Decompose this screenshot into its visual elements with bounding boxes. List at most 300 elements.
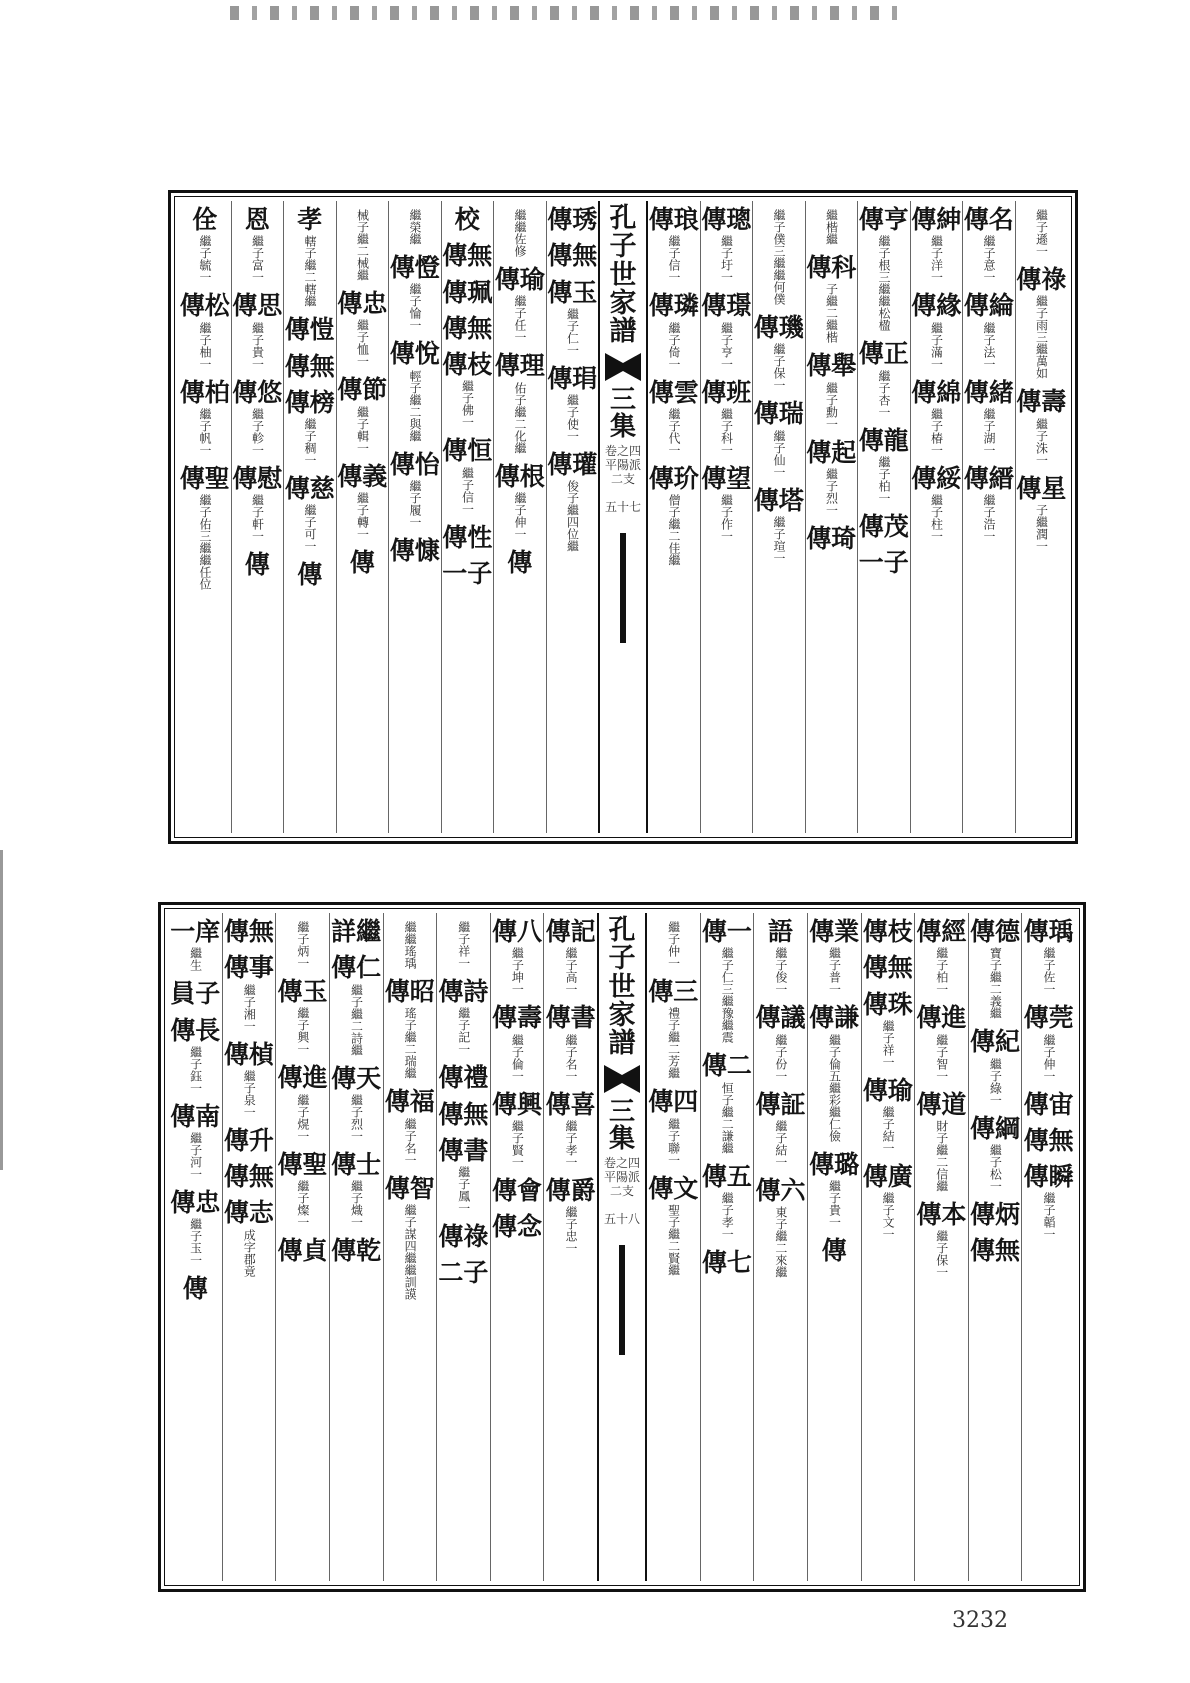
lineage-note: 繼子作一 — [719, 494, 734, 542]
person-name: 傳七 — [701, 1247, 752, 1277]
person-name: 傳綱 — [970, 1113, 1021, 1143]
person-name: 員子 — [170, 979, 221, 1009]
person-name: 傳無 — [862, 953, 913, 983]
person-name: 傳玉 — [547, 277, 598, 307]
person-name: 傳根 — [494, 461, 545, 491]
lineage-note: 繼子根三繼繼松楹 — [877, 235, 892, 332]
volume-label: 三集 — [608, 1096, 635, 1155]
person-name: 傳五 — [701, 1161, 752, 1191]
person-name: 傳綿 — [911, 377, 962, 407]
lineage-note: 繼子信一 — [460, 466, 475, 515]
person-name: 傳壽 — [492, 1003, 543, 1033]
person-name: 傳璘 — [648, 291, 699, 321]
person-name: 傳星 — [1016, 473, 1067, 503]
lineage-note: 繼子鳳一 — [456, 1166, 471, 1214]
lineage-note: 繼子俊一 — [773, 947, 788, 996]
lineage-note: 繼楷繼 — [824, 209, 839, 245]
person-name: 傳進 — [916, 1003, 967, 1033]
lineage-note: 子繼潤一 — [1034, 503, 1049, 552]
person-name: 傳珮 — [442, 277, 493, 307]
lineage-note: 繼子軫一 — [250, 407, 265, 456]
genealogy-column — [807, 913, 861, 1581]
person-name: 傳名 — [963, 205, 1014, 234]
person-name: 傳八 — [492, 917, 543, 946]
lineage-note: 繼子履一 — [408, 479, 423, 528]
lineage-note: 繼子烈一 — [349, 1093, 364, 1142]
person-name: 傳慈 — [284, 474, 335, 503]
person-name: 傳璐 — [809, 1149, 860, 1179]
lineage-note: 繼子法一 — [982, 321, 997, 370]
lineage-note: 繼子仁一 — [565, 307, 580, 356]
person-name: 傳璁 — [701, 205, 752, 234]
center-bar — [620, 533, 626, 643]
person-name: 傳志 — [223, 1198, 274, 1228]
person-name: 傳榜 — [284, 387, 335, 417]
person-name: 傳枝 — [442, 350, 493, 379]
lineage-note: 繼子柏一 — [934, 947, 949, 996]
person-name: 傳祿 — [1016, 265, 1067, 294]
person-name: 傳宙 — [1023, 1089, 1074, 1119]
fish-tail-mark-icon — [604, 1065, 640, 1093]
lineage-note: 子繼二繼楷 — [824, 283, 839, 344]
person-name: 傳無 — [438, 1099, 489, 1129]
lineage-note: 佑子繼二化繼 — [513, 381, 528, 454]
person-name: 傳四 — [648, 1087, 699, 1117]
genealogy-column — [648, 201, 700, 833]
person-name: 傳議 — [755, 1003, 806, 1033]
person-name: 傳士 — [331, 1149, 382, 1179]
person-name: 傳慰 — [232, 463, 283, 493]
lineage-note: 繼子毓一 — [198, 235, 213, 284]
lineage-note: 繼子炳一 — [295, 921, 310, 969]
lineage-note: 繼子僕三繼繼何僕 — [772, 209, 787, 305]
lineage-note: 繼子意一 — [982, 235, 997, 284]
leaf-number: 五十八 — [603, 1211, 640, 1226]
person-name: 傳 — [821, 1235, 847, 1265]
person-name: 佺 — [192, 205, 218, 234]
person-name: 傳縉 — [963, 463, 1014, 493]
genealogy-column — [647, 913, 700, 1581]
genealogy-column — [543, 913, 597, 1581]
book-title: 孔子世家譜 — [608, 915, 636, 1060]
lineage-note: 聖子繼二賢繼 — [666, 1203, 681, 1276]
person-name: 詳繼 — [331, 917, 382, 946]
lineage-note: 繼子倫一 — [510, 1033, 525, 1082]
lineage-note: 繼子柏一 — [877, 455, 892, 504]
person-name: 傳無 — [223, 917, 274, 946]
lineage-note: 成字郡竟 — [242, 1228, 257, 1277]
lineage-note: 繼子代一 — [667, 407, 682, 456]
lineage-note: 繼子貴一 — [250, 321, 265, 370]
genealogy-column — [1021, 913, 1075, 1581]
person-name: 傳柏 — [179, 377, 230, 407]
lineage-note: 繼子仲一 — [666, 921, 681, 969]
lineage-note: 繼子惀一 — [408, 283, 423, 332]
lineage-note: 繼子韜一 — [1041, 1192, 1056, 1241]
leaf-number: 五十七 — [604, 499, 641, 514]
genealogy-column — [179, 201, 231, 833]
person-name: 傳 — [244, 550, 270, 579]
lineage-note: 財子繼二信繼 — [934, 1119, 949, 1192]
genealogy-column — [962, 201, 1015, 833]
person-name: 傳雲 — [648, 377, 699, 407]
person-name: 傳枝 — [862, 917, 913, 946]
person-name: 傳紳 — [911, 205, 962, 234]
person-name: 傳三 — [648, 977, 699, 1006]
person-name: 傳進 — [277, 1063, 328, 1093]
genealogy-column — [441, 201, 494, 833]
person-name: 傳悠 — [232, 377, 283, 407]
lineage-note: 繼子繼二詩繼 — [349, 983, 364, 1056]
person-name: 傳瞬 — [1023, 1162, 1074, 1191]
scan-header-noise — [230, 6, 910, 20]
genealogy-column — [805, 201, 858, 833]
lineage-note: 繼子倫五繼彩繼仁儉 — [827, 1033, 842, 1142]
lineage-note: 繼子記一 — [456, 1007, 471, 1056]
person-name: 傳二 — [701, 1051, 752, 1081]
person-name: 傳廣 — [862, 1162, 913, 1191]
lineage-note: 繼子河一 — [188, 1132, 203, 1180]
lineage-note: 轄子繼二轄繼 — [303, 235, 318, 308]
person-name: 傳瑜 — [494, 265, 545, 294]
person-name: 傳喜 — [545, 1089, 596, 1119]
lineage-note: 東子繼二來繼 — [773, 1206, 788, 1278]
lineage-note: 繼子洋一 — [929, 235, 944, 284]
lineage-note: 繼子圩一 — [719, 235, 734, 284]
person-name: 傳會 — [492, 1175, 543, 1205]
person-name: 傳怡 — [389, 449, 440, 479]
lineage-note: 寶子繼二義繼 — [988, 947, 1003, 1020]
person-name: 傳玠 — [648, 463, 699, 493]
person-name: 傳忠 — [170, 1188, 221, 1217]
genealogy-column — [388, 201, 441, 833]
lineage-note: 繼子聯一 — [666, 1117, 681, 1166]
person-name: 傳事 — [223, 953, 274, 983]
person-name: 傳興 — [492, 1089, 543, 1119]
lineage-note: 繼子任一 — [513, 295, 528, 344]
lineage-note: 繼子泉一 — [242, 1069, 257, 1118]
person-name: 恩 — [244, 205, 270, 234]
lineage-note: 繼子坤一 — [510, 947, 525, 996]
person-name: 傳無 — [1023, 1125, 1074, 1155]
genealogy-column — [546, 201, 599, 833]
person-name: 傳道 — [916, 1089, 967, 1119]
person-name: 傳瑀 — [1023, 917, 1074, 946]
person-name: 傳慷 — [389, 535, 440, 565]
person-name: 傳緒 — [963, 377, 1014, 407]
person-name: 傳松 — [179, 291, 230, 321]
genealogy-column — [222, 913, 276, 1581]
person-name: 傳禮 — [438, 1063, 489, 1093]
person-name: 傳無 — [547, 241, 598, 271]
lineage-note: 恒子繼二謙繼 — [720, 1081, 735, 1154]
person-name: 傳貞 — [277, 1235, 328, 1265]
person-name: 傳聖 — [179, 463, 230, 493]
lineage-note: 繼子瑄一 — [772, 515, 787, 564]
person-name: 傳祿 — [438, 1222, 489, 1251]
person-name: 一庠 — [170, 917, 221, 946]
person-name: 傳玉 — [277, 977, 328, 1006]
person-name: 傳琅 — [648, 205, 699, 234]
person-name: 一子 — [442, 558, 493, 588]
genealogy-column — [861, 913, 915, 1581]
genealogy-column — [493, 201, 546, 833]
person-name: 傳悅 — [389, 339, 440, 369]
person-name: 二子 — [438, 1258, 489, 1288]
lineage-note: 繼子孝一 — [720, 1191, 735, 1240]
lineage-note: 繼子稠一 — [303, 418, 318, 466]
lineage-note: 繼子使一 — [565, 394, 580, 442]
person-name: 傳綏 — [911, 463, 962, 493]
person-name: 傳本 — [916, 1199, 967, 1229]
person-name: 傳記 — [545, 917, 596, 946]
person-name: 傳昭 — [384, 977, 435, 1006]
person-name: 傳憕 — [389, 253, 440, 282]
lineage-note: 繼子文一 — [881, 1192, 896, 1241]
person-name: 傳起 — [806, 437, 857, 467]
lineage-note: 繼子烈一 — [824, 467, 839, 516]
lineage-note: 繼子孝一 — [563, 1119, 578, 1168]
lineage-note: 繼生 — [188, 947, 203, 972]
lineage-note: 繼繼瑤瑀 — [403, 921, 418, 969]
lineage-note: 繼子仁三繼豫繼震 — [720, 947, 735, 1044]
person-name: 傳莞 — [1023, 1003, 1074, 1033]
lineage-note: 繼子信一 — [667, 235, 682, 284]
lineage-note: 繼子柚一 — [198, 321, 213, 370]
genealogy-column — [383, 913, 437, 1581]
lineage-note: 繼子科一 — [719, 407, 734, 456]
genealogy-column — [910, 201, 963, 833]
lineage-note: 繼子祥一 — [881, 1019, 896, 1068]
person-name: 傳忠 — [337, 289, 388, 318]
lineage-note: 繼子湖一 — [982, 407, 997, 456]
person-name: 傳節 — [337, 375, 388, 405]
person-name: 傳智 — [384, 1173, 435, 1203]
section-label: 卷之四 平陽派 二支 — [603, 1156, 640, 1198]
lineage-note: 俊子繼四位繼 — [565, 480, 580, 553]
lineage-note: 繼子普一 — [827, 947, 842, 996]
section-label: 卷之四 平陽派 二支 — [604, 444, 641, 486]
person-name: 傳文 — [648, 1173, 699, 1203]
lineage-note: 繼子賢一 — [510, 1119, 525, 1168]
lineage-note: 繼子椿一 — [929, 407, 944, 456]
person-name: 傳無 — [223, 1162, 274, 1191]
person-name: 傳琄 — [547, 363, 598, 393]
person-name: 傳琦 — [806, 523, 857, 553]
genealogy-column — [752, 201, 805, 833]
lineage-note: 繼子松一 — [988, 1143, 1003, 1192]
person-name: 傳塔 — [753, 485, 804, 515]
person-name: 傳証 — [755, 1089, 806, 1119]
genealogy-column — [968, 913, 1022, 1581]
person-name: 傳六 — [755, 1175, 806, 1205]
lineage-note: 繼子玉一 — [188, 1218, 203, 1267]
lineage-note: 繼子忠一 — [563, 1206, 578, 1254]
lineage-note: 繼子結一 — [881, 1106, 896, 1154]
person-name: 傳愷 — [284, 315, 335, 345]
person-name: 傳天 — [331, 1063, 382, 1093]
lineage-note: 械子繼二械繼 — [355, 209, 370, 281]
genealogy-column — [753, 913, 807, 1581]
person-name: 傳德 — [970, 917, 1021, 946]
person-name: 傳緣 — [911, 291, 962, 321]
genealogy-column — [336, 201, 389, 833]
person-name: 傳望 — [701, 463, 752, 493]
genealogy-column — [700, 201, 753, 833]
person-name: 傳璟 — [701, 291, 752, 321]
person-name: 傳無 — [284, 351, 335, 381]
lineage-note: 繼子湘一 — [242, 983, 257, 1032]
lineage-note: 繼子仙一 — [772, 429, 787, 478]
person-name: 傳瑜 — [862, 1075, 913, 1105]
person-name: 傳念 — [492, 1212, 543, 1241]
page-right — [158, 902, 1086, 1592]
person-name: 傳 — [182, 1274, 208, 1304]
person-name: 傳璣 — [753, 313, 804, 342]
lineage-note: 繼子保一 — [934, 1230, 949, 1278]
person-name: 傳 — [297, 560, 323, 590]
lineage-note: 瑤子繼二瑞繼 — [403, 1007, 418, 1080]
lineage-note: 繼子輯一 — [355, 405, 370, 454]
lineage-note: 繼子保一 — [772, 343, 787, 392]
lineage-note: 繼子可一 — [303, 504, 318, 553]
person-name: 傳乾 — [331, 1236, 382, 1265]
person-name: 傳壽 — [1016, 387, 1067, 417]
lineage-note: 繼子謀四繼繼訓謨 — [403, 1203, 418, 1300]
person-name: 傳 — [507, 547, 533, 577]
person-name: 傳福 — [384, 1087, 435, 1117]
fish-tail-mark-icon — [605, 353, 641, 381]
lineage-note: 繼子結一 — [773, 1119, 788, 1168]
person-name: 傳珠 — [862, 989, 913, 1019]
lineage-note: 繼子祥一 — [456, 921, 471, 969]
person-name: 語 — [768, 917, 794, 946]
person-name: 校 — [454, 205, 480, 234]
lineage-note: 繼子伸一 — [1041, 1033, 1056, 1082]
person-name: 傳長 — [170, 1015, 221, 1045]
genealogy-column — [914, 913, 968, 1581]
lineage-note: 繼子名一 — [563, 1033, 578, 1082]
genealogy-column — [275, 913, 329, 1581]
page-left-center-column — [598, 201, 648, 833]
person-name: 傳業 — [809, 917, 860, 946]
lineage-note: 繼子滿一 — [929, 321, 944, 370]
person-name: 傳綸 — [963, 291, 1014, 321]
lineage-note: 禮子繼二芳繼 — [666, 1007, 681, 1080]
genealogy-column — [169, 913, 222, 1581]
genealogy-column — [700, 913, 754, 1581]
person-name: 傳思 — [232, 291, 283, 321]
center-bar — [619, 1245, 625, 1355]
lineage-note: 繼子洙一 — [1034, 417, 1049, 466]
person-name: 孝 — [297, 205, 323, 234]
person-name: 傳亨 — [858, 205, 909, 234]
person-name: 傳書 — [545, 1003, 596, 1033]
genealogy-column — [857, 201, 910, 833]
person-name: 傳升 — [223, 1125, 274, 1155]
book-title: 孔子世家譜 — [609, 203, 637, 348]
lineage-note: 繼榮繼 — [408, 209, 423, 245]
person-name: 傳無 — [970, 1236, 1021, 1265]
person-name: 傳茂 — [858, 511, 909, 541]
lineage-note: 繼子貴一 — [827, 1179, 842, 1228]
person-name: 傳詩 — [438, 977, 489, 1006]
person-name: 傳謙 — [809, 1003, 860, 1033]
lineage-note: 繼子雨三繼萬如 — [1034, 295, 1049, 380]
lineage-note: 繼子佑三繼繼任位 — [198, 494, 213, 590]
person-name: 傳性 — [442, 522, 493, 552]
lineage-note: 繼子轉一 — [355, 491, 370, 540]
lineage-note: 繼子遜一 — [1034, 209, 1049, 257]
lineage-note: 繼子軒一 — [250, 494, 265, 542]
lineage-note: 輕子繼二與繼 — [408, 369, 423, 442]
person-name: 傳一 — [701, 917, 752, 946]
lineage-note: 繼子亨一 — [719, 321, 734, 370]
person-name: 傳爵 — [545, 1175, 596, 1205]
genealogy-column — [231, 201, 284, 833]
lineage-note: 繼子富一 — [250, 235, 265, 284]
lineage-note: 繼子名一 — [403, 1117, 418, 1166]
lineage-note: 繼子燦一 — [295, 1179, 310, 1228]
person-name: 傳經 — [916, 917, 967, 946]
person-name: 傳正 — [858, 339, 909, 369]
lineage-note: 繼子浩一 — [982, 494, 997, 542]
lineage-note: 繼子興一 — [295, 1007, 310, 1056]
genealogy-column — [436, 913, 490, 1581]
person-name: 傳無 — [442, 313, 493, 343]
person-name: 傳聖 — [277, 1149, 328, 1179]
person-name: 傳仁 — [331, 953, 382, 983]
person-name: 傳琇 — [547, 205, 598, 234]
person-name: 傳炳 — [970, 1199, 1021, 1229]
genealogy-column — [329, 913, 383, 1581]
person-name: 傳書 — [438, 1135, 489, 1165]
lineage-note: 繼子鈺一 — [188, 1045, 203, 1094]
lineage-note: 繼子綠一 — [988, 1057, 1003, 1106]
volume-label: 三集 — [609, 384, 636, 443]
lineage-note: 繼子杏一 — [877, 369, 892, 418]
page-number: 3232 — [952, 1608, 1008, 1633]
page-left — [168, 190, 1078, 844]
scan-edge-mark — [0, 850, 3, 1170]
person-name: 傳 — [349, 547, 375, 577]
person-name: 傳南 — [170, 1101, 221, 1131]
person-name: 傳舉 — [806, 351, 857, 381]
lineage-note: 繼子恤一 — [355, 319, 370, 368]
genealogy-column — [283, 201, 336, 833]
person-name: 傳楨 — [223, 1039, 274, 1069]
lineage-note: 繼子高一 — [563, 947, 578, 996]
person-name: 傳恒 — [442, 436, 493, 466]
genealogy-column — [490, 913, 544, 1581]
lineage-note: 僧子繼二佳繼 — [667, 494, 682, 566]
lineage-note: 繼子智一 — [934, 1033, 949, 1082]
person-name: 傳紀 — [970, 1027, 1021, 1057]
lineage-note: 繼子熀一 — [295, 1093, 310, 1142]
person-name: 傳科 — [806, 253, 857, 282]
person-name: 一子 — [858, 548, 909, 577]
person-name: 傳班 — [701, 377, 752, 407]
person-name: 傳無 — [442, 241, 493, 271]
lineage-note: 繼子份一 — [773, 1033, 788, 1082]
person-name: 傳瑞 — [753, 399, 804, 429]
lineage-note: 繼子倚一 — [667, 321, 682, 370]
lineage-note: 繼子佐一 — [1041, 947, 1056, 996]
person-name: 傳理 — [494, 351, 545, 381]
lineage-note: 繼子伸一 — [513, 491, 528, 540]
lineage-note: 繼子勳一 — [824, 381, 839, 430]
person-name: 傳瓘 — [547, 450, 598, 479]
